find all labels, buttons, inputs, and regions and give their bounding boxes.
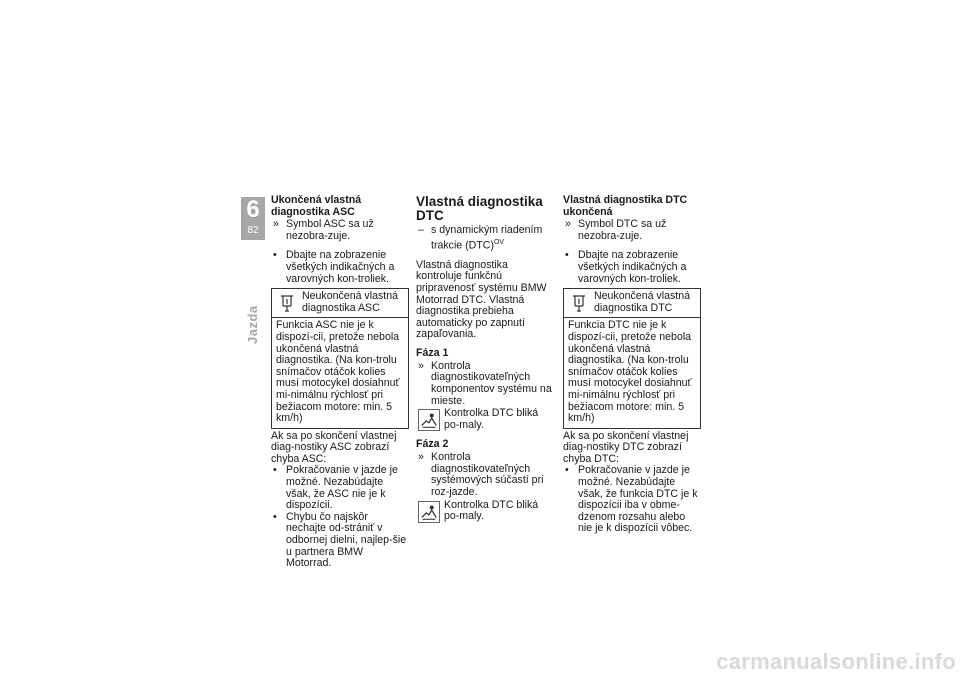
bullet-item bbox=[271, 250, 409, 285]
dash-item bbox=[416, 225, 552, 252]
result-item bbox=[271, 219, 409, 242]
arrow-marker: » bbox=[565, 218, 571, 231]
warning-triangle-icon bbox=[280, 294, 294, 313]
bullet-text: Pokračovanie v jazde je možné. Nezabúdajte však, že ASC nie je k dispozícii. bbox=[286, 464, 398, 512]
paragraph: Ak sa po skončení vlastnej diag-nostiky ASC zobrazí chyba ASC: bbox=[271, 429, 397, 465]
chapter-number: 6 bbox=[246, 196, 260, 223]
column-dtc bbox=[416, 195, 552, 524]
phase-1-heading: Fáza 1 bbox=[416, 346, 449, 359]
option-superscript: OV bbox=[493, 238, 505, 246]
phase-2-heading: Fáza 2 bbox=[416, 438, 449, 451]
dtc-warning-light-icon bbox=[418, 501, 440, 523]
warning-box-dtc bbox=[563, 288, 701, 429]
arrow-marker: » bbox=[418, 359, 424, 372]
bullet-marker: • bbox=[565, 464, 569, 477]
bullet-text: Dbajte na zobrazenie všetkých indikačných a varovných kon-troliek. bbox=[578, 249, 687, 285]
bullet-text: Dbajte na zobrazenie všetkých indikačných a varovných kon-troliek. bbox=[286, 249, 395, 285]
indicator-text: Kontrolka DTC bliká po-maly. bbox=[444, 498, 539, 523]
warning-box-body: Funkcia ASC nie je k dispozí-cii, pretože nebola ukončená vlastná diagnostika. (Na kon-trolu snímačov otáčok kolies musí motocykel dosiahnuť mi-nimálnu rýchlosť pri bežiacom motore: min. 5 km/h) bbox=[276, 319, 400, 425]
warning-box-title: Neukončená vlastná diagnostika ASC bbox=[302, 290, 398, 314]
phase-item bbox=[416, 361, 552, 407]
paragraph: Ak sa po skončení vlastnej diag-nostiky DTC zobrazí chyba DTC: bbox=[563, 429, 689, 465]
arrow-marker: » bbox=[418, 451, 424, 464]
section-heading-dtc: Vlastná diagnostika DTC bbox=[416, 194, 543, 223]
column-dtc-complete bbox=[563, 195, 701, 535]
arrow-marker: » bbox=[273, 218, 279, 231]
bullet-marker: • bbox=[273, 249, 277, 262]
dtc-warning-light-icon bbox=[418, 409, 440, 431]
bullet-item bbox=[271, 465, 409, 511]
site-watermark bbox=[596, 646, 958, 676]
warning-box-body: Funkcia DTC nie je k dispozí-cii, pretože nebola ukončená vlastná diagnostika. (Na kon-trolu snímačov otáčok kolies musí motocykel dosiahnuť mi-nimálnu rýchlosť pri bežiacom motore: min. 5 km/h) bbox=[568, 319, 692, 425]
column-asc bbox=[271, 195, 409, 570]
warning-box-title: Neukončená vlastná diagnostika DTC bbox=[594, 290, 690, 314]
dtc-indicator-note bbox=[418, 500, 552, 524]
dash-marker: – bbox=[418, 224, 424, 236]
result-text: Symbol ASC sa už nezobra-zuje. bbox=[286, 218, 374, 242]
bullet-marker: • bbox=[273, 510, 277, 523]
bullet-item bbox=[563, 465, 701, 535]
warning-box-header bbox=[564, 289, 700, 318]
result-item bbox=[563, 219, 701, 242]
bullet-item bbox=[271, 512, 409, 570]
result-text: Symbol DTC sa už nezobra-zuje. bbox=[578, 218, 667, 242]
bullet-item bbox=[563, 250, 701, 285]
dtc-indicator-note bbox=[418, 408, 552, 432]
phase-item bbox=[416, 452, 552, 498]
section-heading-asc: Ukončená vlastná diagnostika ASC bbox=[271, 194, 362, 218]
indicator-text: Kontrolka DTC bliká po-maly. bbox=[444, 407, 539, 431]
phase-text: Kontrola diagnostikovateľných komponentov systému na mieste. bbox=[431, 359, 552, 407]
chapter-tab bbox=[241, 197, 265, 240]
phase-text: Kontrola diagnostikovateľných systémových súčastí pri roz-jazde. bbox=[431, 451, 544, 499]
dash-text: s dynamickým riadením trakcie (DTC) bbox=[431, 224, 543, 252]
chapter-side-label: Jazda bbox=[245, 305, 260, 344]
bullet-text: Pokračovanie v jazde je možné. Nezabúdajte však, že funkcia DTC je k dispozícii iba v obme-dzenom rozsahu alebo nie je k dispozícii vôbec. bbox=[578, 464, 698, 535]
page-number: 82 bbox=[247, 225, 259, 236]
section-heading-dtc-complete: Vlastná diagnostika DTC ukončená bbox=[563, 194, 688, 218]
warning-triangle-icon bbox=[572, 294, 586, 313]
warning-box-asc bbox=[271, 288, 409, 429]
bullet-marker: • bbox=[565, 249, 569, 262]
warning-box-header bbox=[272, 289, 408, 318]
bullet-text: Chybu čo najskôr nechajte od-strániť v odbornej dielni, najlep-šie u partnera BMW Motorrad. bbox=[286, 510, 407, 570]
paragraph: Vlastná diagnostika kontroluje funkčnú pripravenosť systému BMW Motorrad DTC. Vlastná diagnostika prebieha automaticky po zapnutí zapaľovania. bbox=[416, 258, 547, 341]
watermark-text: carmanualsonline.info bbox=[716, 649, 956, 674]
bullet-marker: • bbox=[273, 464, 277, 477]
